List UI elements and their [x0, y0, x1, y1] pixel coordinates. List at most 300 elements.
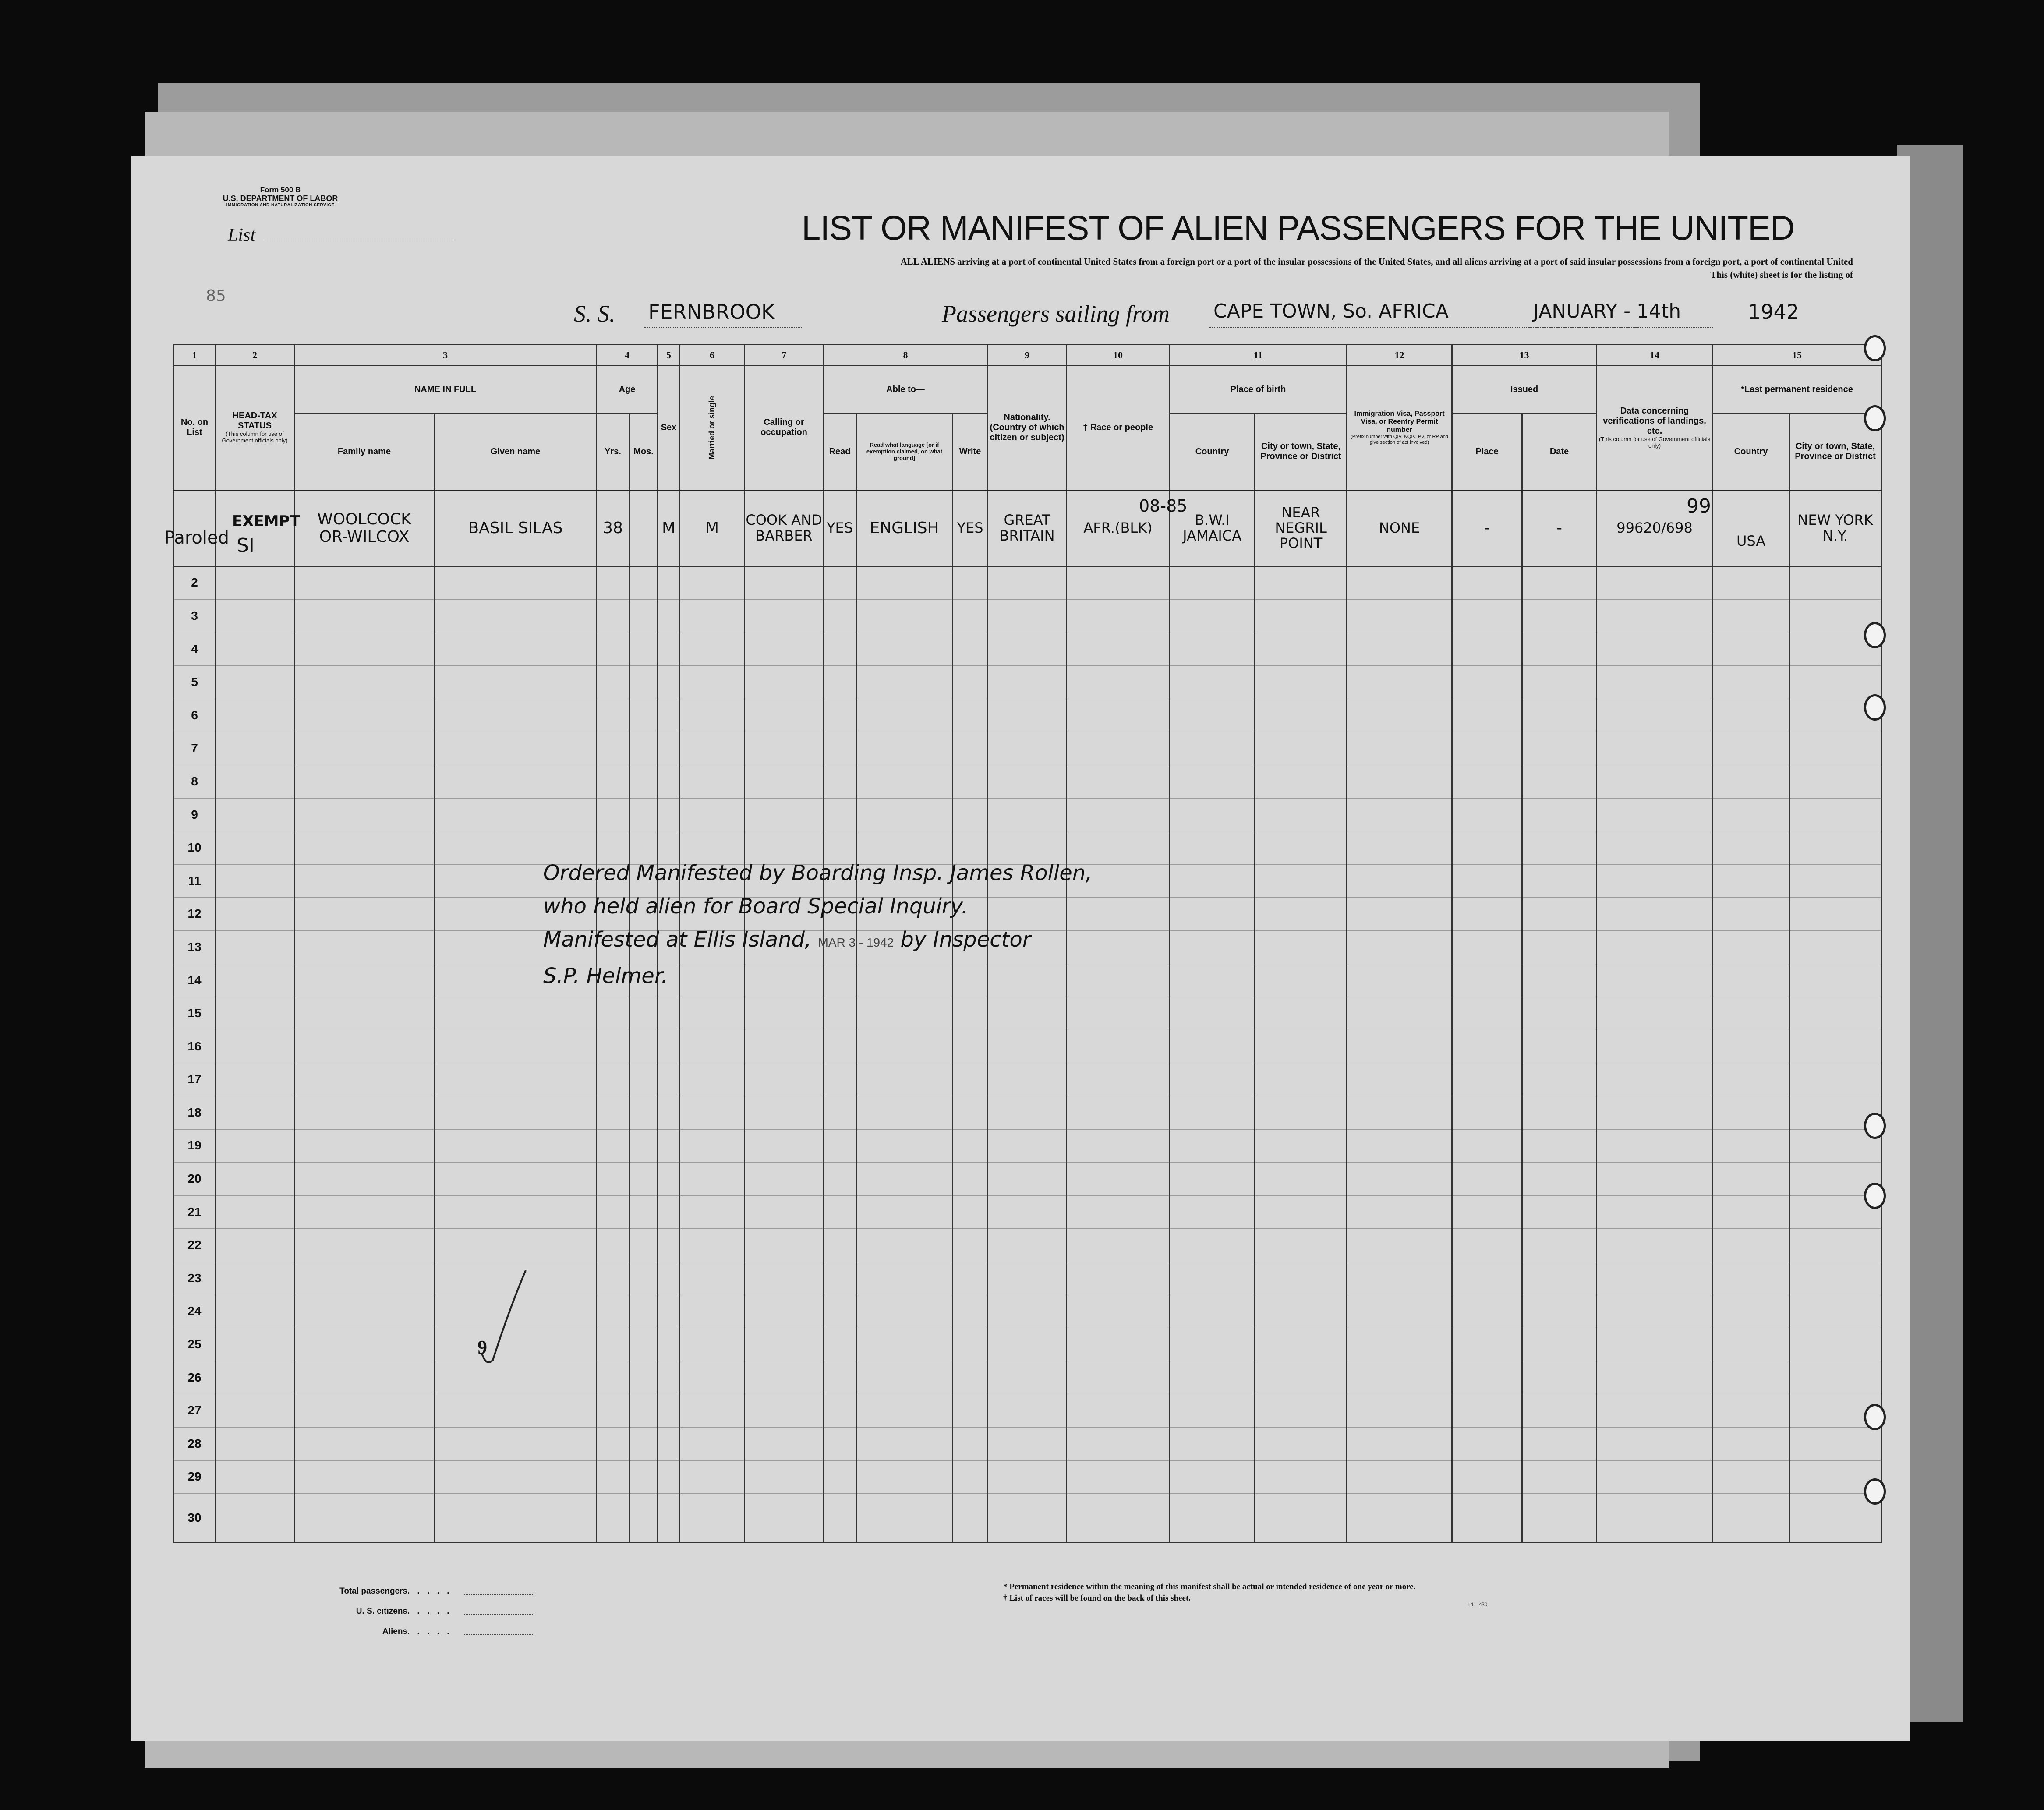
empty-cell — [629, 1460, 658, 1494]
empty-cell — [629, 1229, 658, 1262]
empty-cell — [1597, 931, 1713, 964]
empty-cell — [658, 997, 680, 1030]
empty-cell — [680, 1328, 745, 1361]
empty-cell — [294, 600, 435, 633]
empty-cell — [1789, 798, 1881, 831]
empty-cell — [824, 1195, 856, 1229]
empty-cell — [745, 1063, 824, 1096]
header-verification — [1597, 365, 1713, 490]
note-line: Ordered Manifested by Boarding Insp. James Rollen, — [543, 861, 1093, 885]
empty-cell — [1713, 931, 1789, 964]
list-label: List — [228, 225, 256, 245]
empty-cell — [1170, 633, 1255, 666]
empty-cell — [745, 1427, 824, 1460]
header-read-language: Read what language [or if exemption claimed, on what ground] — [856, 414, 953, 490]
header-able-to: Able to— — [824, 365, 988, 414]
empty-cell — [1713, 1163, 1789, 1196]
empty-cell — [1522, 898, 1597, 931]
empty-cell — [988, 666, 1067, 699]
empty-cell — [597, 1361, 629, 1394]
empty-cell — [1789, 1030, 1881, 1063]
header-no-on-list: No. on List — [174, 365, 216, 490]
empty-cell — [1713, 699, 1789, 732]
empty-rows — [174, 566, 1881, 1543]
empty-cell — [824, 1328, 856, 1361]
empty-cell — [988, 1394, 1067, 1428]
header-issued-place: Place — [1452, 414, 1522, 490]
header-birth-city: City or town, State, Province or District — [1255, 414, 1347, 490]
empty-cell — [1713, 1063, 1789, 1096]
empty-cell — [1713, 666, 1789, 699]
column-number: 13 — [1452, 345, 1597, 366]
empty-cell — [856, 1295, 953, 1328]
empty-cell — [1452, 1394, 1522, 1428]
column-number: 4 — [597, 345, 658, 366]
empty-cell — [1713, 864, 1789, 898]
empty-cell — [294, 1129, 435, 1163]
empty-cell — [745, 798, 824, 831]
table-row — [174, 1129, 1881, 1163]
empty-cell — [1597, 1394, 1713, 1428]
empty-cell — [435, 1494, 597, 1543]
empty-cell — [1452, 1295, 1522, 1328]
header-place-of-birth: Place of birth — [1170, 365, 1347, 414]
empty-cell — [856, 633, 953, 666]
occupation-cell — [745, 490, 824, 566]
row-number: 12 — [174, 898, 216, 931]
empty-cell — [856, 1427, 953, 1460]
empty-cell — [1789, 1328, 1881, 1361]
empty-cell — [1255, 633, 1347, 666]
empty-cell — [1170, 1394, 1255, 1428]
empty-cell — [988, 1096, 1067, 1130]
empty-cell — [1067, 666, 1170, 699]
empty-cell — [1347, 1262, 1452, 1295]
empty-cell — [680, 1427, 745, 1460]
empty-cell — [680, 1295, 745, 1328]
empty-cell — [1347, 1328, 1452, 1361]
empty-cell — [629, 633, 658, 666]
empty-cell — [1347, 831, 1452, 865]
empty-cell — [745, 1295, 824, 1328]
empty-cell — [745, 1262, 824, 1295]
empty-cell — [1522, 864, 1597, 898]
empty-cell — [856, 1328, 953, 1361]
empty-cell — [1067, 732, 1170, 765]
empty-cell — [824, 600, 856, 633]
empty-cell — [294, 1195, 435, 1229]
empty-cell — [953, 600, 988, 633]
empty-cell — [745, 666, 824, 699]
empty-cell — [1347, 732, 1452, 765]
empty-cell — [824, 1460, 856, 1494]
empty-cell — [1347, 1361, 1452, 1394]
binder-hole — [1864, 1478, 1886, 1505]
empty-cell — [1789, 864, 1881, 898]
empty-cell — [294, 1295, 435, 1328]
empty-cell — [1255, 964, 1347, 997]
date-stamp: MAR 3 - 1942 — [818, 936, 894, 949]
empty-cell — [629, 1262, 658, 1295]
header-visa-title: Immigration Visa, Passport Visa, or Reentry Permit number — [1354, 410, 1445, 434]
empty-cell — [435, 1460, 597, 1494]
empty-cell — [597, 1063, 629, 1096]
empty-cell — [658, 1328, 680, 1361]
empty-cell — [988, 566, 1067, 600]
empty-cell — [629, 1494, 658, 1543]
residence-city-cell — [1789, 490, 1881, 566]
empty-cell — [658, 1427, 680, 1460]
row-number: 20 — [174, 1163, 216, 1196]
empty-cell — [1789, 1262, 1881, 1295]
empty-cell — [629, 1394, 658, 1428]
empty-cell — [629, 600, 658, 633]
empty-cell — [1597, 997, 1713, 1030]
empty-cell — [1170, 600, 1255, 633]
empty-cell — [597, 699, 629, 732]
table-row — [174, 1295, 1881, 1328]
empty-cell — [1067, 1063, 1170, 1096]
row-number: 11 — [174, 864, 216, 898]
row-number: 21 — [174, 1195, 216, 1229]
empty-cell — [1347, 699, 1452, 732]
header-family-name: Family name — [294, 414, 435, 490]
read-cell: YES — [824, 490, 856, 566]
empty-cell — [680, 1063, 745, 1096]
table-row — [174, 1195, 1881, 1229]
empty-cell — [1789, 732, 1881, 765]
empty-cell — [1067, 633, 1170, 666]
empty-cell — [1347, 1394, 1452, 1428]
empty-cell — [1347, 964, 1452, 997]
form-number: Form 500 B — [260, 186, 301, 194]
table-row — [174, 997, 1881, 1030]
residence-country-cell: USA — [1713, 490, 1789, 566]
manifest-sheet — [131, 156, 1910, 1741]
empty-cell — [856, 1030, 953, 1063]
empty-cell — [680, 1030, 745, 1063]
empty-cell — [1170, 1229, 1255, 1262]
empty-cell — [988, 1129, 1067, 1163]
empty-cell — [856, 798, 953, 831]
empty-cell — [1452, 732, 1522, 765]
empty-cell — [216, 931, 294, 964]
empty-cell — [1789, 666, 1881, 699]
empty-cell — [745, 600, 824, 633]
empty-cell — [1255, 699, 1347, 732]
empty-cell — [953, 997, 988, 1030]
empty-cell — [597, 1494, 629, 1543]
empty-cell — [953, 1361, 988, 1394]
empty-cell — [294, 699, 435, 732]
empty-cell — [1713, 732, 1789, 765]
empty-cell — [294, 864, 435, 898]
empty-cell — [658, 666, 680, 699]
empty-cell — [1255, 600, 1347, 633]
row-number: 2 — [174, 566, 216, 600]
empty-cell — [216, 1494, 294, 1543]
header-race: † Race or people — [1067, 365, 1170, 490]
given-name-cell: BASIL SILAS — [435, 490, 597, 566]
leader-dots: . . . . . — [407, 1627, 452, 1636]
table-row — [174, 1394, 1881, 1428]
empty-cell — [1170, 1460, 1255, 1494]
empty-cell — [216, 1063, 294, 1096]
empty-cell — [1452, 566, 1522, 600]
empty-cell — [658, 1030, 680, 1063]
header-row-1 — [174, 365, 1881, 414]
manifest-title: LIST OR MANIFEST OF ALIEN PASSENGERS FOR THE UNITED — [802, 209, 1795, 247]
empty-cell — [1452, 831, 1522, 865]
empty-cell — [745, 1229, 824, 1262]
header-issued: Issued — [1452, 365, 1597, 414]
empty-cell — [1347, 1030, 1452, 1063]
empty-cell — [629, 1361, 658, 1394]
empty-cell — [1713, 1328, 1789, 1361]
empty-cell — [1597, 699, 1713, 732]
empty-cell — [1452, 864, 1522, 898]
column-number: 12 — [1347, 345, 1452, 366]
empty-cell — [1067, 1328, 1170, 1361]
empty-cell — [1522, 798, 1597, 831]
header-birth-country: Country — [1170, 414, 1255, 490]
table-row — [174, 600, 1881, 633]
empty-cell — [294, 1030, 435, 1063]
ship-line — [644, 327, 802, 328]
empty-cell — [988, 997, 1067, 1030]
empty-cell — [1713, 1394, 1789, 1428]
empty-cell — [435, 1163, 597, 1196]
empty-cell — [1597, 1328, 1713, 1361]
header-last-residence: *Last permanent residence — [1713, 365, 1881, 414]
occupation-line: COOK AND — [746, 512, 822, 529]
empty-cell — [745, 1394, 824, 1428]
table-row — [174, 1229, 1881, 1262]
empty-cell — [1347, 1427, 1452, 1460]
empty-cell — [745, 1195, 824, 1229]
empty-cell — [988, 1361, 1067, 1394]
empty-cell — [1522, 765, 1597, 799]
empty-cell — [745, 1163, 824, 1196]
empty-cell — [1713, 1361, 1789, 1394]
empty-cell — [658, 1063, 680, 1096]
empty-cell — [1067, 1262, 1170, 1295]
empty-cell — [856, 1394, 953, 1428]
empty-cell — [1452, 1494, 1522, 1543]
empty-cell — [1067, 566, 1170, 600]
empty-cell — [1522, 1229, 1597, 1262]
empty-cell — [294, 1328, 435, 1361]
header-read: Read — [824, 414, 856, 490]
empty-cell — [1255, 566, 1347, 600]
table-row — [174, 566, 1881, 600]
empty-cell — [1789, 1427, 1881, 1460]
empty-cell — [1067, 1427, 1170, 1460]
empty-cell — [953, 1063, 988, 1096]
empty-cell — [1597, 864, 1713, 898]
date-line — [1524, 327, 1713, 328]
empty-cell — [680, 1361, 745, 1394]
empty-cell — [1452, 1163, 1522, 1196]
empty-cell — [745, 1494, 824, 1543]
empty-cell — [435, 798, 597, 831]
empty-cell — [1170, 864, 1255, 898]
empty-cell — [658, 1129, 680, 1163]
empty-cell — [658, 1262, 680, 1295]
table-row — [174, 1163, 1881, 1196]
empty-cell — [1522, 1295, 1597, 1328]
empty-cell — [680, 600, 745, 633]
binder-hole — [1864, 405, 1886, 431]
empty-cell — [953, 1328, 988, 1361]
empty-cell — [680, 699, 745, 732]
empty-cell — [1597, 1427, 1713, 1460]
empty-cell — [1713, 964, 1789, 997]
empty-cell — [1347, 1460, 1452, 1494]
header-verification-note: (This column for use of Government officials only) — [1599, 435, 1711, 449]
empty-cell — [294, 964, 435, 997]
table-row — [174, 1030, 1881, 1063]
row-number: 16 — [174, 1030, 216, 1063]
empty-cell — [294, 765, 435, 799]
empty-cell — [824, 1262, 856, 1295]
empty-cell — [824, 1229, 856, 1262]
empty-cell — [1255, 898, 1347, 931]
empty-cell — [745, 1096, 824, 1130]
empty-cell — [1255, 1361, 1347, 1394]
empty-cell — [1452, 1096, 1522, 1130]
empty-cell — [1170, 997, 1255, 1030]
empty-cell — [988, 1229, 1067, 1262]
empty-cell — [680, 1394, 745, 1428]
empty-cell — [856, 1195, 953, 1229]
row-number: 14 — [174, 964, 216, 997]
empty-cell — [658, 633, 680, 666]
empty-cell — [216, 633, 294, 666]
empty-cell — [294, 1361, 435, 1394]
empty-cell — [1597, 633, 1713, 666]
empty-cell — [1597, 1063, 1713, 1096]
empty-cell — [629, 1328, 658, 1361]
empty-cell — [1713, 765, 1789, 799]
birth-country-line: B.W.I — [1195, 512, 1230, 529]
header-yrs: Yrs. — [597, 414, 629, 490]
empty-cell — [597, 1295, 629, 1328]
header-married-text: Married or single — [707, 396, 717, 460]
empty-cell — [745, 566, 824, 600]
empty-cell — [216, 1129, 294, 1163]
empty-cell — [1170, 732, 1255, 765]
birth-city-line: POINT — [1279, 535, 1323, 552]
empty-cell — [680, 1460, 745, 1494]
empty-cell — [1597, 1262, 1713, 1295]
header-write: Write — [953, 414, 988, 490]
empty-cell — [856, 1129, 953, 1163]
row-number: 9 — [174, 798, 216, 831]
empty-cell — [953, 1030, 988, 1063]
empty-cell — [294, 633, 435, 666]
empty-cell — [1522, 600, 1597, 633]
empty-cell — [1067, 600, 1170, 633]
service: IMMIGRATION AND NATURALIZATION SERVICE — [226, 203, 335, 208]
us-citizens-label: U. S. citizens — [356, 1607, 407, 1616]
empty-cell — [435, 1030, 597, 1063]
empty-cell — [1522, 566, 1597, 600]
empty-cell — [1452, 1427, 1522, 1460]
empty-cell — [629, 798, 658, 831]
empty-cell — [1067, 1030, 1170, 1063]
empty-cell — [856, 1460, 953, 1494]
note-text: by Inspector — [900, 927, 1031, 952]
row-number: 22 — [174, 1229, 216, 1262]
birth-country-line: JAMAICA — [1183, 527, 1242, 544]
empty-cell — [680, 997, 745, 1030]
birth-city-line: NEAR — [1281, 504, 1320, 521]
empty-cell — [824, 1163, 856, 1196]
empty-cell — [1067, 798, 1170, 831]
empty-cell — [597, 1328, 629, 1361]
empty-cell — [1522, 1262, 1597, 1295]
empty-cell — [294, 1096, 435, 1130]
empty-cell — [1713, 1195, 1789, 1229]
empty-cell — [680, 1129, 745, 1163]
empty-cell — [1067, 1494, 1170, 1543]
empty-cell — [1789, 831, 1881, 865]
totals-block — [320, 1581, 534, 1642]
empty-cell — [1170, 1328, 1255, 1361]
visa-cell: NONE — [1347, 490, 1452, 566]
empty-cell — [216, 666, 294, 699]
empty-cell — [216, 732, 294, 765]
empty-cell — [988, 1030, 1067, 1063]
binder-hole — [1864, 335, 1886, 361]
empty-cell — [1347, 931, 1452, 964]
empty-cell — [1522, 1195, 1597, 1229]
print-code: 14—430 — [1468, 1601, 1488, 1608]
empty-cell — [824, 1295, 856, 1328]
empty-cell — [953, 1295, 988, 1328]
empty-cell — [658, 1361, 680, 1394]
checkmark-icon — [477, 1268, 530, 1369]
empty-cell — [824, 1361, 856, 1394]
empty-cell — [1452, 699, 1522, 732]
empty-cell — [953, 1195, 988, 1229]
empty-cell — [988, 1494, 1067, 1543]
empty-cell — [294, 1460, 435, 1494]
empty-cell — [988, 765, 1067, 799]
empty-cell — [1170, 1427, 1255, 1460]
empty-cell — [745, 1129, 824, 1163]
empty-cell — [1170, 1195, 1255, 1229]
column-number: 14 — [1597, 345, 1713, 366]
empty-cell — [856, 1163, 953, 1196]
empty-cell — [1170, 1295, 1255, 1328]
note-text: Manifested at Ellis Island, — [543, 927, 812, 952]
empty-cell — [294, 566, 435, 600]
empty-cell — [1067, 765, 1170, 799]
empty-cell — [1452, 600, 1522, 633]
header-visa-note: (Prefix number with QIV, NQIV, PV, or RP and give section of act involved) — [1351, 434, 1449, 445]
empty-cell — [824, 997, 856, 1030]
empty-cell — [953, 1394, 988, 1428]
row-number: 30 — [174, 1494, 216, 1543]
empty-cell — [1522, 1494, 1597, 1543]
age-months-cell — [629, 490, 658, 566]
empty-cell — [856, 1096, 953, 1130]
empty-cell — [1597, 1361, 1713, 1394]
empty-cell — [294, 666, 435, 699]
note-line: S.P. Helmer. — [543, 964, 668, 988]
